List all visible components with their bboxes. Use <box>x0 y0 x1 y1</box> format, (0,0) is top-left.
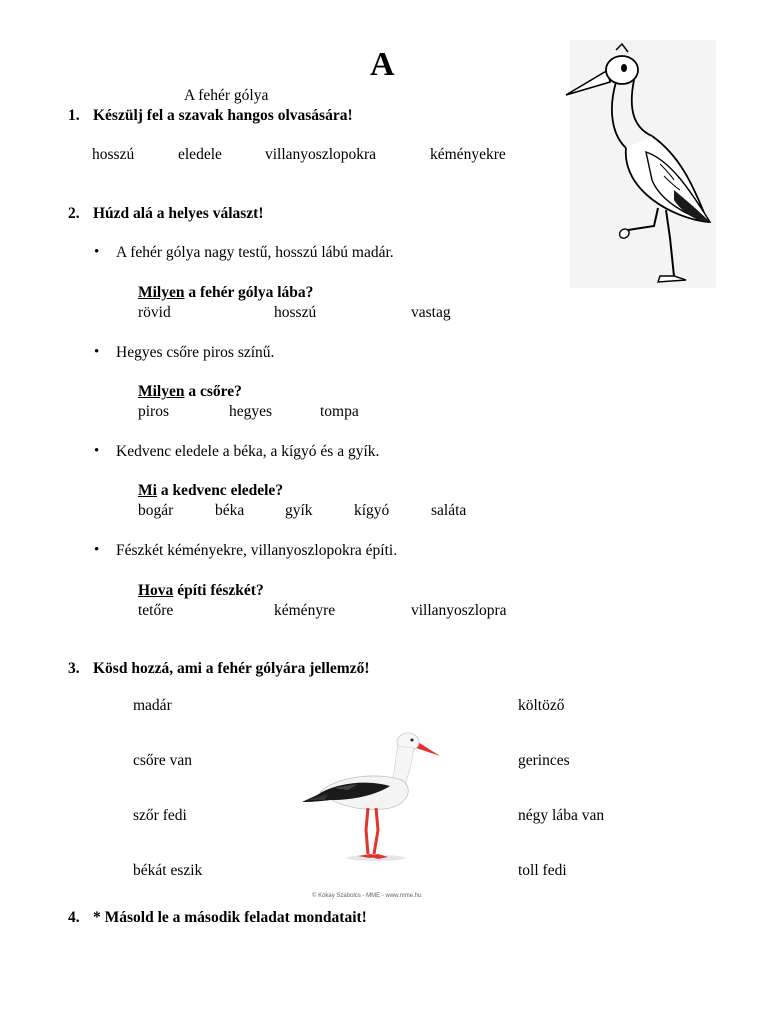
task3-number: 3. <box>68 660 80 677</box>
task2-sentence: Fészkét kéményekre, villanyoszlopokra építi. <box>116 542 398 559</box>
task2-number: 2. <box>68 205 80 222</box>
bullet-icon: • <box>94 542 100 558</box>
task4-number: 4. <box>68 909 80 926</box>
question-word: Hova <box>138 582 174 599</box>
task2-title: Húzd alá a helyes választ! <box>93 205 264 222</box>
answer-option[interactable]: saláta <box>431 502 467 519</box>
answer-option[interactable]: kígyó <box>354 502 390 519</box>
match-right-item[interactable]: gerinces <box>518 752 570 769</box>
question-word: Milyen <box>138 284 185 301</box>
answer-option[interactable]: vastag <box>411 304 451 321</box>
bullet-icon: • <box>94 244 100 260</box>
match-left-item[interactable]: szőr fedi <box>133 807 187 824</box>
question-rest: a kedvenc eledele? <box>156 482 284 499</box>
match-left-item[interactable]: madár <box>133 697 172 714</box>
match-right-item[interactable]: toll fedi <box>518 862 567 879</box>
answer-option[interactable]: villanyoszlopra <box>411 602 507 619</box>
task1-number: 1. <box>68 107 80 124</box>
match-left-item[interactable]: békát eszik <box>133 862 203 879</box>
answer-option[interactable]: béka <box>215 502 245 519</box>
match-right-item[interactable]: költöző <box>518 697 565 714</box>
task2-question <box>138 383 242 401</box>
answer-option[interactable]: hosszú <box>274 304 317 321</box>
question-rest: építi fészkét? <box>173 582 264 599</box>
cartoon-stork-icon <box>562 40 722 290</box>
answer-option[interactable]: bogár <box>138 502 174 519</box>
answer-option[interactable]: piros <box>138 403 169 420</box>
question-word: Milyen <box>138 383 185 400</box>
task2-question <box>138 582 264 600</box>
answer-option[interactable]: rövid <box>138 304 171 321</box>
bullet-icon: • <box>94 443 100 459</box>
task1-word: villanyoszlopokra <box>265 146 377 163</box>
photo-credit: © Kókay Szabolcs - MME - www.mme.hu <box>312 893 422 899</box>
page-subtitle: A fehér gólya <box>184 87 269 104</box>
task3-title: Kösd hozzá, ami a fehér gólyára jellemző! <box>93 660 370 677</box>
question-rest: a fehér gólya lába? <box>184 284 314 301</box>
answer-option[interactable]: tetőre <box>138 602 174 619</box>
task1-word: eledele <box>178 146 222 163</box>
answer-option[interactable]: tompa <box>320 403 359 420</box>
task4-title: * Másold le a második feladat mondatait! <box>93 909 367 926</box>
match-right-item[interactable]: négy lába van <box>518 807 605 824</box>
white-stork-illustration <box>298 722 458 867</box>
page-letter: A <box>370 46 395 83</box>
task1-word: kéményekre <box>430 146 506 163</box>
task2-question <box>138 284 313 302</box>
task2-sentence: Kedvenc eledele a béka, a kígyó és a gyík. <box>116 443 380 460</box>
task2-question <box>138 482 283 500</box>
task1-word: hosszú <box>92 146 135 163</box>
question-rest: a csőre? <box>184 383 242 400</box>
answer-option[interactable]: gyík <box>285 502 313 519</box>
question-word: Mi <box>138 482 157 499</box>
bullet-icon: • <box>94 344 100 360</box>
task2-sentence: A fehér gólya nagy testű, hosszú lábú madár. <box>116 244 394 261</box>
match-left-item[interactable]: csőre van <box>133 752 192 769</box>
answer-option[interactable]: kéményre <box>274 602 336 619</box>
task1-title: Készülj fel a szavak hangos olvasására! <box>93 107 353 124</box>
answer-option[interactable]: hegyes <box>229 403 273 420</box>
task2-sentence: Hegyes csőre piros színű. <box>116 344 275 361</box>
